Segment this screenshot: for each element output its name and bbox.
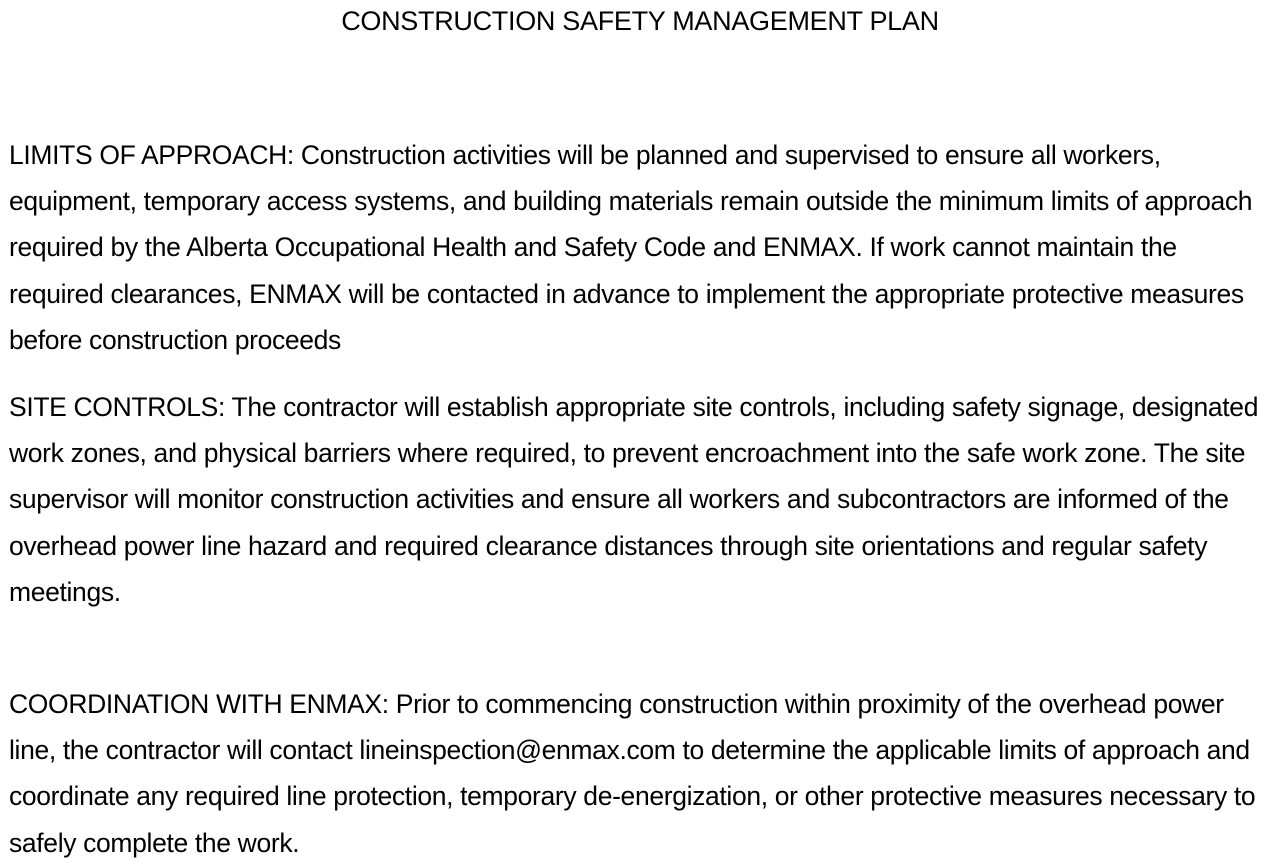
section-limits-of-approach (9, 132, 1277, 363)
section-body: The contractor will establish appropriate site controls, including safety signage, designated work zones, and physical barriers where required, to prevent encroachment into the safe work zone. The site supervisor will monitor construction activities and ensure all workers and subcontractors are informed of the overhead power line hazard and required clearance distances through site orientations and regular safety meetings. (9, 392, 1259, 607)
section-coordination-with-enmax (9, 681, 1277, 866)
section-heading: SITE CONTROLS: (9, 392, 225, 422)
section-body: Prior to commencing construction within proximity of the overhead power line, the contractor will contact lineinspection@enmax.com to determine the applicable limits of approach and coordinate any required line protection, temporary de-energization, or other protective measures necessary to safely complete the work. (9, 689, 1256, 858)
section-site-controls (9, 384, 1277, 615)
section-body: Construction activities will be planned and supervised to ensure all workers, equipment, temporary access systems, and building materials remain outside the minimum limits of approach required by the Alberta Occupational Health and Safety Code and ENMAX. If work cannot maintain the required clearances, ENMAX will be contacted in advance to implement the appropriate protective measures before construction proceeds (9, 140, 1253, 355)
document-title: CONSTRUCTION SAFETY MANAGEMENT PLAN (341, 6, 939, 36)
section-heading: LIMITS OF APPROACH: (9, 140, 294, 170)
section-heading: COORDINATION WITH ENMAX: (9, 689, 389, 719)
